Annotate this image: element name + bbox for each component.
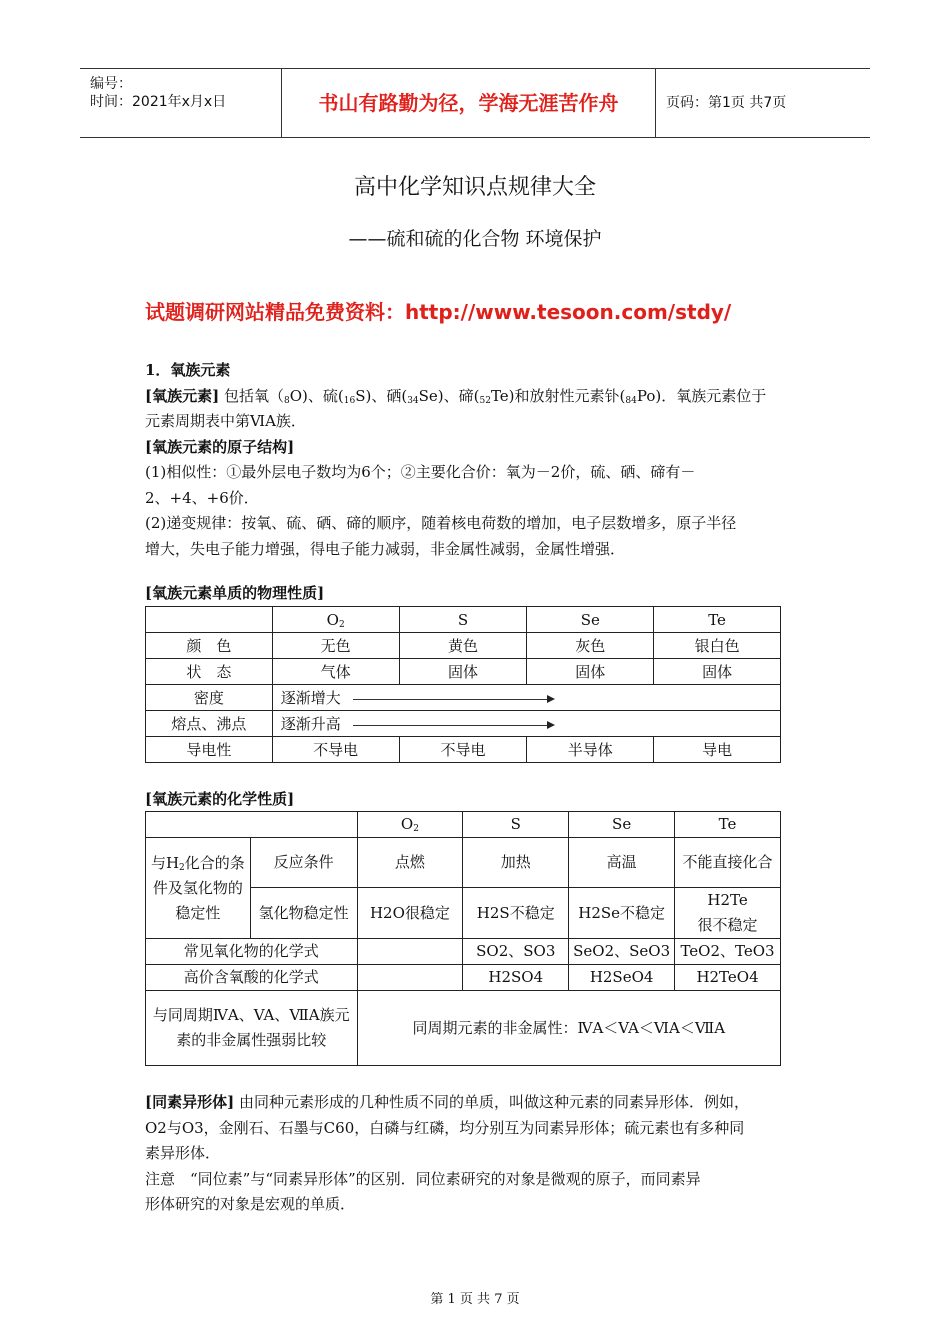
row-label: 密度 bbox=[146, 685, 273, 711]
table-cell: 不导电 bbox=[399, 737, 527, 763]
paragraph-similarity bbox=[145, 460, 810, 511]
table-cell: 同周期元素的非金属性：ⅣA＜VA＜ⅥA＜ⅦA bbox=[357, 991, 780, 1066]
table-row bbox=[146, 659, 781, 685]
section-heading: 1．氧族元素 bbox=[145, 361, 231, 379]
text-run: S)、硒( bbox=[355, 386, 408, 405]
table-cell bbox=[146, 607, 273, 633]
header-te: Te bbox=[675, 812, 781, 838]
table-cell: H2SeO4 bbox=[569, 965, 675, 991]
text-run: Po)．氧族元素位于 bbox=[636, 386, 767, 405]
trend-cell bbox=[272, 711, 780, 737]
term-label: [同素异形体] bbox=[145, 1093, 235, 1111]
table-row bbox=[146, 607, 781, 633]
table-cell: TeO2、TeO3 bbox=[675, 939, 781, 965]
table-cell bbox=[357, 939, 463, 965]
trend-text: 逐渐升高 bbox=[280, 715, 341, 733]
paragraph-note bbox=[145, 1167, 815, 1218]
table-cell: 固体 bbox=[399, 659, 527, 685]
page-footer: 第 1 页 共 7 页 bbox=[430, 1292, 520, 1307]
arrow-right-icon bbox=[353, 725, 553, 726]
text-run: (2)递变规律：按氧、硫、硒、碲的顺序，随着核电荷数的增加，电子层数增多，原子半径 bbox=[145, 514, 737, 532]
table-cell: 固体 bbox=[654, 659, 781, 685]
row-label: 熔点、沸点 bbox=[146, 711, 273, 737]
table-cell: 固体 bbox=[527, 659, 654, 685]
table-cell: 点燃 bbox=[357, 838, 463, 888]
header-o2: $O_2$ bbox=[272, 607, 399, 633]
subscript: 16 bbox=[343, 395, 356, 406]
table-cell: 无色 bbox=[272, 633, 399, 659]
header-o2: $O_2$ bbox=[357, 812, 463, 838]
table-row bbox=[146, 991, 781, 1066]
table-cell: 加热 bbox=[463, 838, 569, 888]
page-subtitle: ——硫和硫的化合物 环境保护 bbox=[348, 228, 602, 250]
table-cell: SeO2、SeO3 bbox=[569, 939, 675, 965]
table-cell bbox=[357, 965, 463, 991]
header-motto: 书山有路勤为径，学海无涯苦作舟 bbox=[318, 91, 619, 115]
header-te: Te bbox=[654, 607, 781, 633]
table-cell: H2S不稳定 bbox=[463, 888, 569, 939]
table-cell: H2O很稳定 bbox=[357, 888, 463, 939]
text-run: O2与O3，金刚石、石墨与C60，白磷与红磷，均分别互为同素异形体；硫元素也有多种同 bbox=[145, 1118, 745, 1137]
table-cell bbox=[146, 812, 358, 838]
table-row bbox=[146, 812, 781, 838]
table-cell: 不导电 bbox=[272, 737, 399, 763]
table-cell: 气体 bbox=[272, 659, 399, 685]
chemical-properties-table bbox=[145, 811, 781, 1066]
row-label: 导电性 bbox=[146, 737, 273, 763]
page-title: 高中化学知识点规律大全 bbox=[353, 175, 596, 200]
group-label: 与$H_2$化合的条件及氢化物的稳定性 bbox=[146, 838, 251, 939]
table-cell: 灰色 bbox=[527, 633, 654, 659]
subscript: 34 bbox=[407, 395, 419, 406]
text-run: 素异形体． bbox=[145, 1144, 221, 1162]
text-run: 由同种元素形成的几种性质不同的单质，叫做这种元素的同素异形体．例如， bbox=[238, 1093, 749, 1111]
paragraph-intro bbox=[145, 384, 810, 435]
page-header bbox=[80, 68, 870, 138]
table-cell: 导电 bbox=[654, 737, 781, 763]
doc-time-label: 时间：2021年x月x日 bbox=[90, 94, 227, 110]
table-row bbox=[146, 737, 781, 763]
text-run: 增大，失电子能力增强，得电子能力减弱，非金属性减弱，金属性增强． bbox=[145, 539, 626, 558]
table-cell: 不能直接化合 bbox=[675, 838, 781, 888]
header-meta bbox=[80, 69, 281, 137]
header-page-cell bbox=[656, 69, 870, 137]
table-cell: 半导体 bbox=[527, 737, 654, 763]
table-row bbox=[146, 685, 781, 711]
subscript: 84 bbox=[625, 395, 637, 406]
chemical-table-caption: [氧族元素的化学性质] bbox=[145, 790, 295, 808]
row-label: 反应条件 bbox=[250, 838, 357, 888]
row-label: 状 态 bbox=[146, 659, 273, 685]
table-row bbox=[146, 838, 781, 888]
table-row bbox=[146, 939, 781, 965]
subscript: 52 bbox=[479, 395, 491, 406]
text-run: 元素周期表中第ⅥA族． bbox=[145, 412, 306, 430]
table-cell: H2Te 很不稳定 bbox=[675, 888, 781, 939]
table-row bbox=[146, 711, 781, 737]
text-run: Se)、碲( bbox=[418, 386, 480, 405]
text-run: 注意 “同位素”与“同素异形体”的区别．同位素研究的对象是微观的原子，而同素异 bbox=[145, 1169, 701, 1188]
row-label: 常见氧化物的化学式 bbox=[146, 939, 358, 965]
table-cell: H2SO4 bbox=[463, 965, 569, 991]
physical-properties-table bbox=[145, 606, 781, 763]
promo-link[interactable]: 试题调研网站精品免费资料：http://www.tesoon.com/stdy/ bbox=[145, 300, 732, 324]
subheading-structure: [氧族元素的原子结构] bbox=[145, 437, 295, 456]
header-page-info: 页码：第1页 共7页 bbox=[666, 95, 787, 111]
table-cell: SO2、SO3 bbox=[463, 939, 569, 965]
arrow-right-icon bbox=[353, 699, 553, 700]
row-label: 颜 色 bbox=[146, 633, 273, 659]
text-run: 包括氧（ bbox=[223, 386, 284, 405]
table-cell: H2Se不稳定 bbox=[569, 888, 675, 939]
table-row bbox=[146, 965, 781, 991]
header-s: S bbox=[463, 812, 569, 838]
header-se: Se bbox=[527, 607, 654, 633]
table-cell: 黄色 bbox=[399, 633, 527, 659]
subscript: 8 bbox=[284, 395, 290, 406]
header-s: S bbox=[399, 607, 527, 633]
row-label: 氢化物稳定性 bbox=[250, 888, 357, 939]
trend-text: 逐渐增大 bbox=[280, 689, 341, 707]
row-label: 高价含氧酸的化学式 bbox=[146, 965, 358, 991]
text-run: Te)和放射性元素钋( bbox=[490, 386, 626, 405]
paragraph-trend bbox=[145, 511, 810, 562]
text-run: O)、硫( bbox=[289, 386, 344, 405]
text-run: 2、+4、+6价． bbox=[145, 488, 259, 507]
header-se: Se bbox=[569, 812, 675, 838]
table-cell: H2TeO4 bbox=[675, 965, 781, 991]
physical-table-caption: [氧族元素单质的物理性质] bbox=[145, 584, 325, 602]
trend-cell bbox=[272, 685, 780, 711]
section-oxygen-family bbox=[145, 358, 810, 562]
section-allotrope bbox=[145, 1090, 815, 1218]
table-cell: 高温 bbox=[569, 838, 675, 888]
header-motto-cell bbox=[281, 69, 656, 137]
paragraph-allotrope bbox=[145, 1090, 815, 1167]
table-cell: 银白色 bbox=[654, 633, 781, 659]
doc-number-label: 编号： bbox=[90, 76, 132, 92]
row-label: 与同周期ⅣA、VA、ⅦA族元素的非金属性强弱比较 bbox=[146, 991, 358, 1066]
text-run: 形体研究的对象是宏观的单质． bbox=[145, 1195, 356, 1213]
term-label: [氧族元素] bbox=[145, 386, 220, 405]
table-row bbox=[146, 633, 781, 659]
text-run: (1)相似性：①最外层电子数均为6个；②主要化合价：氧为－2价，硫、硒、碲有－ bbox=[145, 463, 696, 481]
